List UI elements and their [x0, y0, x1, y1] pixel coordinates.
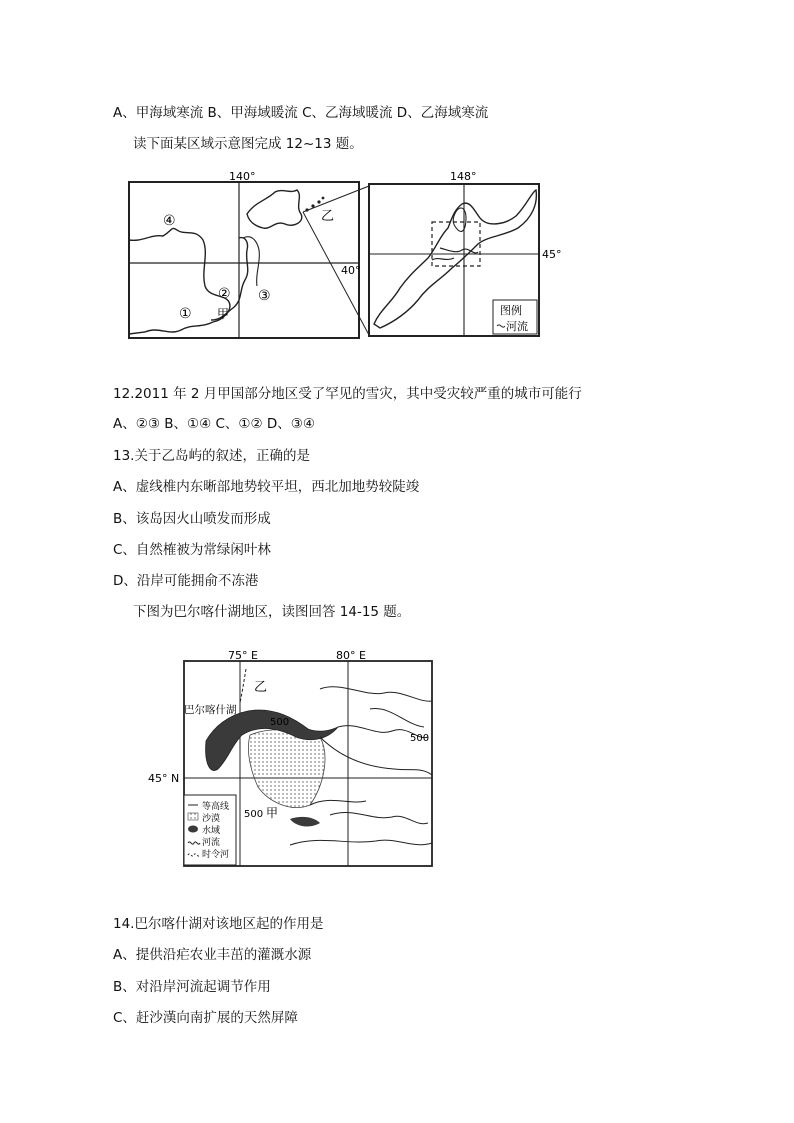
- island-inset-map: [366, 170, 566, 342]
- lake-label: 巴尔喀什湖: [184, 704, 237, 716]
- q13-option-b: B、该岛因火山喷发而形成: [113, 511, 271, 527]
- island-label-yi: 乙: [321, 209, 335, 224]
- lat-label-45n: 45° N: [148, 772, 180, 785]
- q14-stem: 14.巴尔喀什湖对该地区起的作用是: [113, 916, 324, 932]
- lon-label-148: 148°: [450, 170, 477, 183]
- marker-2: ②: [218, 286, 231, 302]
- marker-3: ③: [258, 288, 271, 304]
- legend-contour: 等高线: [202, 802, 230, 812]
- intro-12-13: 读下面某区域示意图完成 12~13 题。: [133, 136, 363, 152]
- intro-14-15: 下图为巴尔喀什湖地区，读图回答 14-15 题。: [133, 604, 411, 620]
- legend-water: 水域: [202, 826, 221, 836]
- legend-seasonal-river: 时令河: [202, 850, 230, 860]
- lat-label-45: 45°: [542, 248, 562, 261]
- legend-desert: 沙漠: [202, 814, 221, 824]
- q12-stem: 12.2011 年 2 月甲国部分地区受了罕见的雪灾，其中受灾较严重的城市可能行: [113, 386, 582, 402]
- q14-option-c: C、赶沙漢向南扩展的天然屏障: [113, 1010, 298, 1026]
- balkhash-map: [148, 645, 440, 875]
- q11-options: A、甲海域寒流 B、甲海域暖流 C、乙海域暖流 D、乙海域寒流: [113, 105, 489, 121]
- legend-river: 河流: [202, 838, 221, 848]
- lon-label-75e: 75° E: [228, 649, 258, 662]
- q14-option-b: B、对沿岸河流起调节作用: [113, 979, 271, 995]
- q12-options: A、②③ B、①④ C、①② D、③④: [113, 416, 316, 432]
- legend-title: 图例: [500, 304, 522, 317]
- lon-label-140: 140°: [229, 170, 256, 183]
- q13-option-a: A、虚线椎内东晰部地势较平坦，西北加地势较陡竣: [113, 479, 420, 495]
- label-yi: 乙: [254, 680, 268, 695]
- q14-option-a: A、提供沿疟农业丰茁的灌溉水源: [113, 947, 312, 963]
- contour-500-b: 500: [410, 733, 430, 744]
- marker-4: ④: [163, 213, 176, 229]
- legend-river: 河流: [506, 320, 528, 333]
- lat-label-40: 40°: [341, 264, 361, 277]
- q13-stem: 13.关于乙岛屿的叙述，正确的是: [113, 448, 310, 464]
- q13-option-d: D、沿岸可能拥俞不冻港: [113, 573, 259, 589]
- contour-500-c: 500: [244, 809, 264, 820]
- contour-500-a: 500: [270, 717, 290, 728]
- label-jia: 甲: [266, 806, 279, 820]
- region-map-left: [125, 170, 365, 342]
- country-label-jia: 甲: [217, 307, 230, 321]
- marker-1: ①: [179, 306, 192, 322]
- lon-label-80e: 80° E: [336, 649, 366, 662]
- q13-option-c: C、自然榷被为常绿闲叶林: [113, 542, 271, 558]
